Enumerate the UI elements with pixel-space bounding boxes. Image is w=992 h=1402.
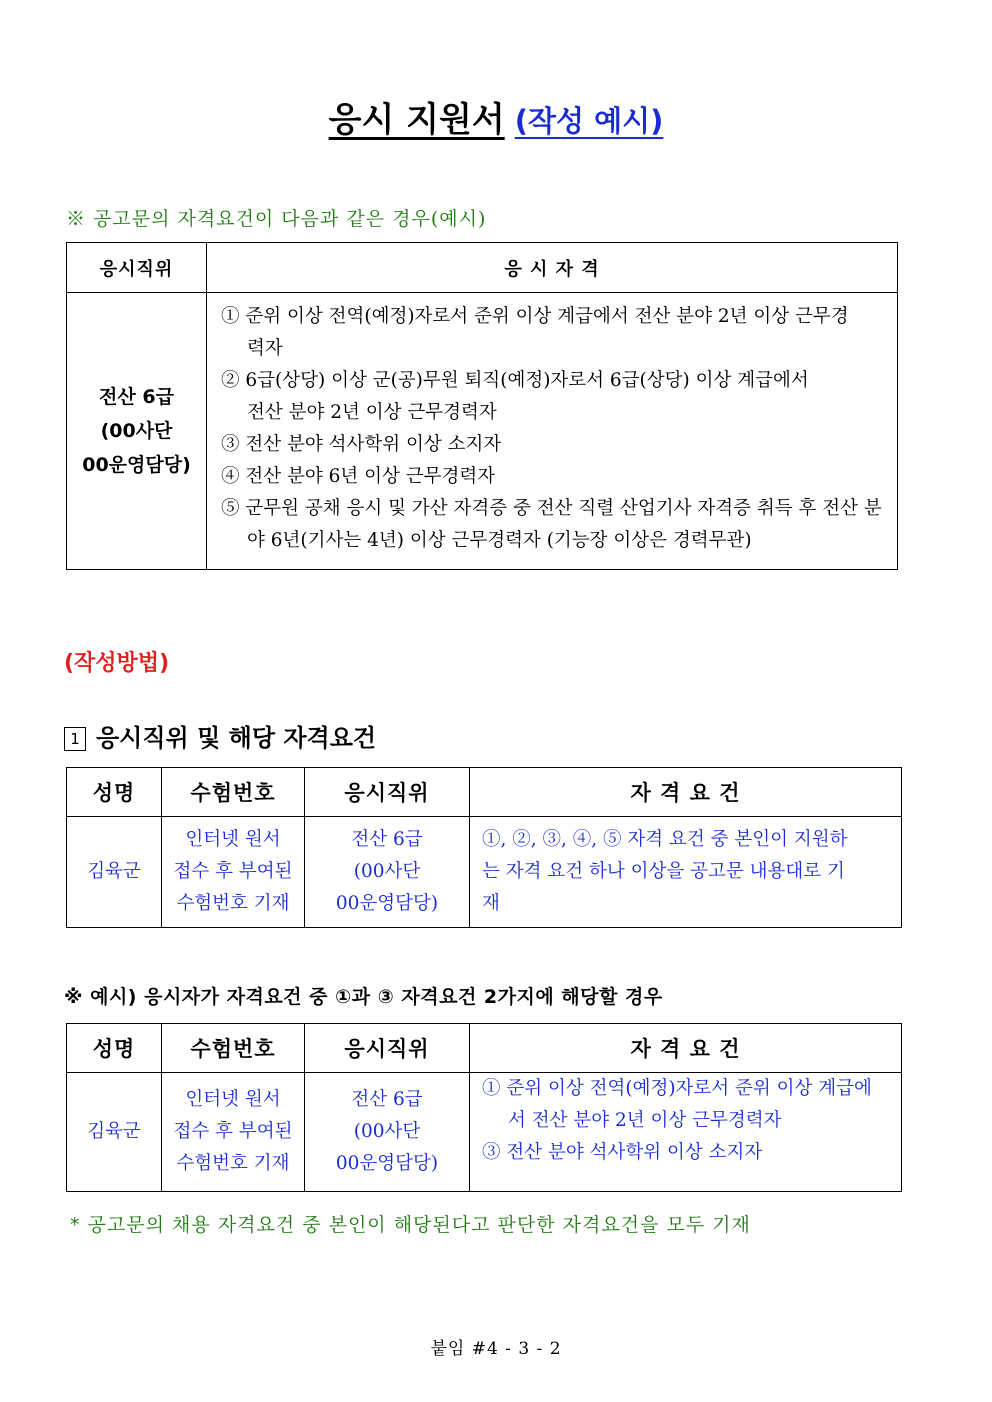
header-qualification: 응 시 자 격 xyxy=(207,243,898,293)
position-line: 00운영담당) xyxy=(335,893,439,914)
qualification-cell xyxy=(470,1073,902,1192)
section-heading xyxy=(64,718,376,753)
exam-number-line: 접수 후 부여된 xyxy=(173,1121,293,1142)
qualification-item: ③ 전산 분야 석사학위 이상 소지자 xyxy=(482,1142,763,1163)
header-exam-number: 수험번호 xyxy=(162,768,305,817)
position-line: (00사단 xyxy=(353,1121,421,1142)
position-line: 00운영담당) xyxy=(82,454,191,476)
exam-number-line: 인터넷 원서 xyxy=(185,1089,281,1110)
position-line: 전산 6급 xyxy=(351,829,423,850)
header-name: 성명 xyxy=(67,768,162,817)
title-main: 응시 지원서 xyxy=(328,100,505,140)
qualification-item: ① 준위 이상 전역(예정)자로서 준위 이상 계급에서 전산 분야 2년 이상 근무경력자 xyxy=(221,306,849,359)
qualification-item: ② 6급(상당) 이상 군(공)무원 퇴직(예정)자로서 6급(상당) 이상 계급에서 전산 분야 2년 이상 근무경력자 xyxy=(221,370,809,423)
header-qualification: 자 격 요 건 xyxy=(470,768,902,817)
qualification-cell xyxy=(207,293,898,570)
table-header-row xyxy=(67,243,898,293)
qualification-item: ④ 전산 분야 6년 이상 근무경력자 xyxy=(221,466,496,487)
form-header-row xyxy=(67,1024,902,1073)
section-number-box: 1 xyxy=(64,727,86,751)
example-heading: ※ 예시) 응시자가 자격요건 중 ①과 ③ 자격요건 2가지에 해당할 경우 xyxy=(64,986,663,1008)
position-cell xyxy=(305,1073,470,1192)
table-row xyxy=(67,817,902,928)
table-row xyxy=(67,293,898,570)
document-title xyxy=(0,92,992,141)
method-heading: (작성방법) xyxy=(64,651,170,676)
exam-number-line: 인터넷 원서 xyxy=(185,829,281,850)
position-line: (00사단 xyxy=(353,861,421,882)
header-position: 응시직위 xyxy=(67,243,207,293)
position-cell xyxy=(305,817,470,928)
form-header-row xyxy=(67,768,902,817)
footnote: * 공고문의 채용 자격요건 중 본인이 해당된다고 판단한 자격요건을 모두 기재 xyxy=(70,1214,751,1236)
table-row xyxy=(67,1073,902,1192)
intro-note: ※ 공고문의 자격요건이 다음과 같은 경우(예시) xyxy=(66,208,487,230)
header-qualification: 자 격 요 건 xyxy=(470,1024,902,1073)
header-position: 응시직위 xyxy=(305,768,470,817)
position-line: (00사단 xyxy=(100,420,173,442)
position-cell xyxy=(67,293,207,570)
header-name: 성명 xyxy=(67,1024,162,1073)
qualification-item: ⑤ 군무원 공채 응시 및 가산 자격증 중 전산 직렬 산업기사 자격증 취득 후 전산 분야 6년(기사는 4년) 이상 근무경력자 (기능장 이상은 경력무관) xyxy=(221,498,882,551)
application-form-example xyxy=(66,767,902,928)
application-form-example-2 xyxy=(66,1023,902,1192)
exam-number-line: 수험번호 기재 xyxy=(176,1153,290,1174)
qualification-cell xyxy=(470,817,902,928)
exam-number-line: 수험번호 기재 xyxy=(176,893,290,914)
qualification-item: ③ 전산 분야 석사학위 이상 소지자 xyxy=(221,434,502,455)
name-cell: 김육군 xyxy=(67,817,162,928)
position-line: 전산 6급 xyxy=(99,386,174,408)
name-cell: 김육군 xyxy=(67,1073,162,1192)
position-line: 00운영담당) xyxy=(335,1153,439,1174)
exam-number-cell xyxy=(162,1073,305,1192)
page-number: 붙임 #4 - 3 - 2 xyxy=(430,1339,562,1359)
qualification-text: ①, ②, ③, ④, ⑤ 자격 요건 중 본인이 지원하는 자격 요건 하나 이상을 공고문 내용대로 기재 xyxy=(482,829,848,914)
position-line: 전산 6급 xyxy=(351,1089,423,1110)
qualification-item: ① 준위 이상 전역(예정)자로서 준위 이상 계급에서 전산 분야 2년 이상 근무경력자 xyxy=(482,1078,872,1131)
section-title: 응시직위 및 해당 자격요건 xyxy=(96,724,377,752)
header-position: 응시직위 xyxy=(305,1024,470,1073)
title-sub: (작성 예시) xyxy=(514,104,664,138)
header-exam-number: 수험번호 xyxy=(162,1024,305,1073)
exam-number-line: 접수 후 부여된 xyxy=(173,861,293,882)
requirements-table xyxy=(66,242,898,570)
exam-number-cell xyxy=(162,817,305,928)
